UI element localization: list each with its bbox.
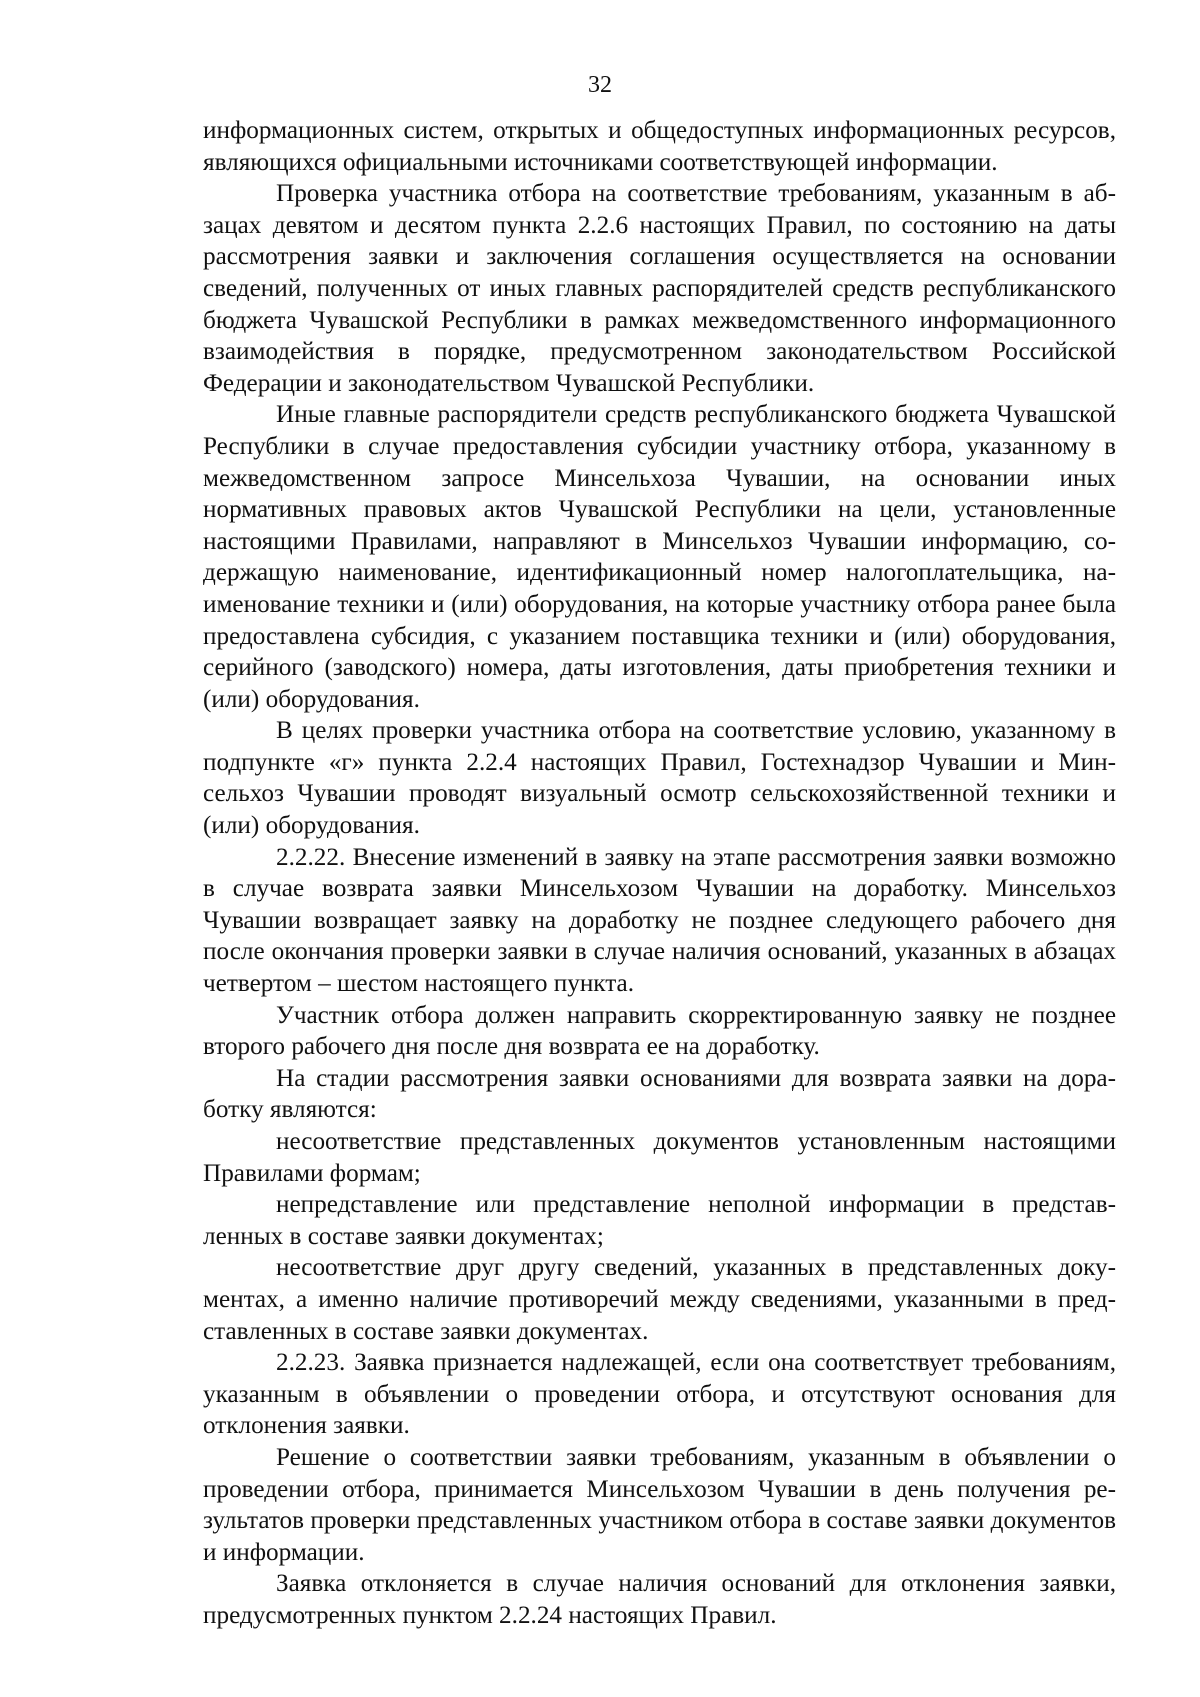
paragraph: На стадии рассмотрения заявки основаниями для возврата заявки на доработку являются: [203,1064,1116,1124]
paragraph: Проверка участника отбора на соответствие требованиям, указанным в абзацах девятом и десятом пункта 2.2.6 настоящих Правил, по состоянию на даты рассмотрения заявки и заключения соглашения осуществляется на основании сведений, полученных от иных главных распорядителей средств республиканского бюджета Чувашской Республики в рамках межведомственного информационного взаимодействия в порядке, предусмотренном законодательством Российской Федерации и законодательством Чувашской Республики. [203,180,1116,397]
paragraph: В целях проверки участника отбора на соответствие условию, указанному в подпункте «г» пункта 2.2.4 настоящих Правил, Гостехнадзор Чувашии и Минсельхоз Чувашии проводят визуальный осмотр сельскохозяйственной техники и (или) оборудования. [203,717,1116,840]
document-body [203,115,1116,1632]
page-number: 32 [588,72,612,98]
paragraph: Заявка отклоняется в случае наличия оснований для отклонения заявки, предусмотренных пунктом 2.2.24 настоящих Правил. [203,1570,1116,1629]
paragraph: несоответствие друг другу сведений, указанных в представленных документах, а именно наличие противоречий между сведениями, указанными в представленных в составе заявки документах. [203,1254,1116,1345]
paragraph: информационных систем, открытых и общедоступных информационных ресурсов, являющихся официальными источниками соответствующей информации. [203,117,1116,176]
paragraph: Решение о соответствии заявки требованиям, указанным в объявлении о проведении отбора, принимается Минсельхозом Чувашии в день получения результатов проверки представленных участником отбора в составе заявки документов и информации. [203,1443,1116,1566]
paragraph: Иные главные распорядители средств республиканского бюджета Чувашской Республики в случае предоставления субсидии участнику отбора, указанному в межведомственном запросе Минсельхоза Чувашии, на основании иных нормативных правовых актов Чувашской Республики на цели, установленные настоящими Правилами, направляют в Минсельхоз Чувашии информацию, содержащую наименование, идентификационный номер налогоплательщика, наименование техники и (или) оборудования, на которые участнику отбора ранее была предоставлена субсидия, с указанием поставщика техники и (или) оборудования, серийного (заводского) номера, даты изготовления, даты приобретения техники и (или) оборудования. [203,401,1116,713]
paragraph: 2.2.23. Заявка признается надлежащей, если она соответствует требованиям, указанным в объявлении о проведении отбора, и отсутствуют основания для отклонения заявки. [203,1349,1116,1440]
paragraph: Участник отбора должен направить скорректированную заявку не позднее второго рабочего дня после дня возврата ее на доработку. [203,1001,1116,1061]
paragraph: несоответствие представленных документов установленным настоящими Правилами формам; [203,1128,1116,1187]
paragraph: 2.2.22. Внесение изменений в заявку на этапе рассмотрения заявки возможно в случае возврата заявки Минсельхозом Чувашии на доработку. Минсельхоз Чувашии возвращает заявку на доработку не позднее следующего рабочего дня после окончания проверки заявки в случае наличия оснований, указанных в абзацах четвертом – шестом настоящего пункта. [203,843,1116,998]
paragraph: непредставление или представление неполной информации в представленных в составе заявки документах; [203,1191,1116,1250]
